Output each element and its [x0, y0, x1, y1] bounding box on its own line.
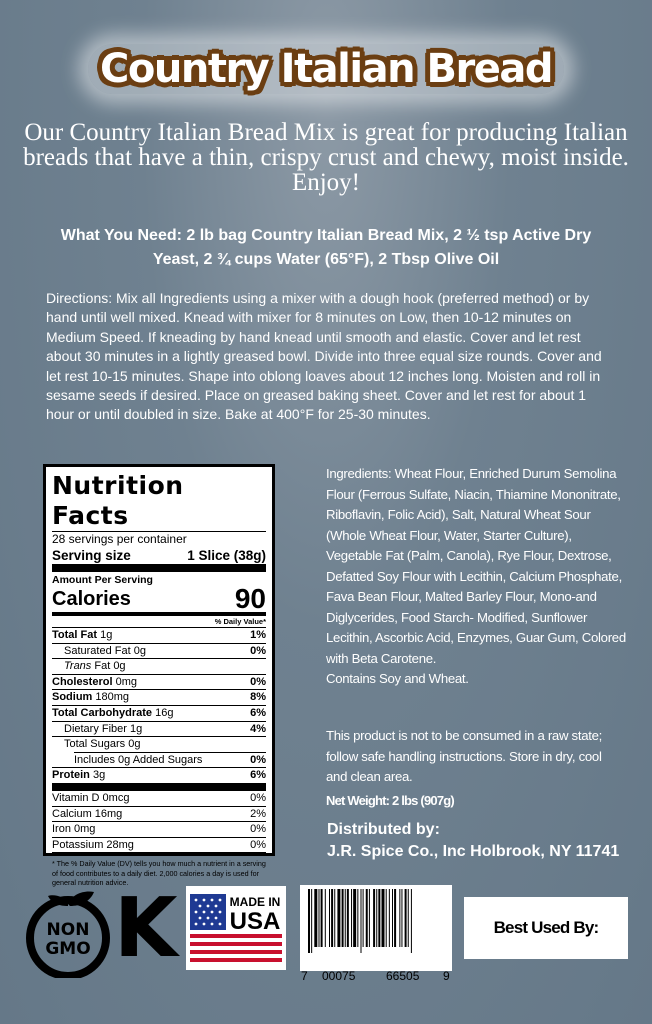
svg-text:GMO: GMO [45, 939, 91, 959]
svg-text:USA: USA [229, 908, 281, 935]
ingredients-block [326, 464, 626, 690]
barcode-bar [363, 889, 364, 947]
intro-text: Our Country Italian Bread Mix is great for producing Italian breads that have a thin, crispy crust and chewy, moist inside. Enjoy! [23, 119, 629, 196]
barcode-bar [411, 889, 412, 953]
trans-fat-row: Trans Fat 0g [64, 660, 126, 673]
upc-barcode [300, 885, 452, 983]
made-in-usa-badge [186, 886, 286, 970]
barcode-bar [394, 889, 396, 947]
barcode-bar [329, 889, 330, 947]
cholesterol-row: Cholesterol 0mg 0% [52, 675, 266, 688]
what-you-need: What You Need: 2 lb bag Country Italian Bread Mix, 2 ½ tsp Active Dry Yeast, 2 ¾ cups Water (65°F), 2 Tbsp Olive Oil [60, 227, 592, 268]
product-title: Country Italian Bread [88, 44, 564, 94]
iron-row: Iron 0mg 0% [52, 823, 266, 836]
calories-row [52, 583, 266, 614]
barcode-group-2: 66505 [386, 969, 420, 983]
barcode-bar [321, 889, 323, 947]
barcode-bar [401, 889, 402, 947]
potassium-row: Potassium 28mg 0% [52, 838, 266, 851]
barcode-bar [382, 889, 385, 947]
barcode-bar [319, 889, 320, 947]
usa-flag-icon [186, 886, 286, 970]
barcode-bar [345, 889, 346, 947]
sodium-row: Sodium 180mg 8% [52, 691, 266, 704]
added-sugars-row: Includes 0g Added Sugars 0% [74, 753, 266, 766]
barcode-bar [386, 889, 387, 947]
barcode-bar [325, 889, 326, 947]
serving-size-row [52, 547, 266, 564]
barcode-bar [311, 889, 312, 953]
barcode-right-digit: 9 [443, 969, 450, 983]
barcode-bar [337, 889, 340, 947]
barcode-bar [353, 889, 356, 947]
ingredients-text: Ingredients: Wheat Flour, Enriched Durum Semolina Flour (Ferrous Sulfate, Niacin, Thiamine Mononitrate, Riboflavin, Folic Acid), Salt, Natural Wheat Sour (Whole Wheat Flour, Water, Starter Culture), Vegetable Fat (Palm, Canola), Rye Flour, Dextrose, Defatted Soy Flour with Lecithin, Calcium Phosphate, Fava Bean Flour, Malted Barley Flour, Mono-and Diglycerides, Food Starch- Modified, Sunflower Lecithin, Ascorbic Acid, Enzymes, Guar Gum, Colored with Beta Carotene. [326, 466, 626, 666]
barcode-bar [334, 889, 335, 947]
kosher-symbol: K [114, 881, 178, 976]
barcode-bar [405, 889, 407, 947]
barcode-bar [308, 889, 310, 953]
barcode-bar [389, 889, 390, 947]
barcode-bar [408, 889, 409, 947]
calories-label: Calories [52, 588, 131, 610]
calcium-row: Calcium 16mg 2% [52, 807, 266, 820]
barcode-left-digit: 7 [301, 969, 308, 983]
amount-per-serving: Amount Per Serving [52, 574, 153, 586]
protein-row: Protein 3g 6% [52, 769, 266, 782]
barcode-bar [378, 889, 380, 947]
barcode-bar [357, 889, 358, 947]
barcode-bar [331, 889, 333, 947]
nutrition-facts-panel [43, 464, 275, 888]
barcode-bar [369, 889, 370, 947]
divider-thick [52, 564, 266, 572]
barcode-group-1: 00075 [322, 969, 356, 983]
title-wrap [0, 44, 652, 94]
serving-size-value: 1 Slice (38g) [187, 548, 266, 563]
barcode-bar [351, 889, 352, 947]
barcode-bar [361, 889, 362, 953]
distributor-name: J.R. Spice Co., Inc Holbrook, NY 11741 [327, 843, 620, 860]
barcode-bar [314, 889, 317, 947]
best-used-by-box [464, 897, 628, 959]
servings-per-container: 28 servings per container [52, 532, 187, 546]
best-used-by-label: Best Used By: [493, 918, 599, 937]
barcode-bar [399, 889, 400, 947]
barcode-bar [347, 889, 349, 947]
non-gmo-logo [24, 890, 112, 978]
total-fat-row: Total Fat 1g 1% [52, 629, 266, 641]
calories-value: 90 [234, 583, 266, 614]
barcode-bar [376, 889, 377, 947]
nutrition-footnote: * The % Daily Value (DV) tells you how much a nutrient in a serving of food contributes to a daily diet. 2,000 calories a day is used for general nutrition advice. [52, 859, 266, 888]
barcode-bar [342, 889, 344, 947]
serving-size-label: Serving size [52, 548, 131, 563]
svg-text:NON: NON [46, 920, 90, 940]
svg-text:MADE IN: MADE IN [229, 895, 281, 909]
directions: Directions: Mix all Ingredients using a mixer with a dough hook (preferred method) or by hand until well mixed. Knead with mixer for 8 minutes on Low, then 10-12 minutes on Medium Speed. If kneading by hand knead until smooth and elastic. Cover and let rest about 30 minutes in a lightly greased bowl. Divide into three equal size rounds. Cover and let rest 10-15 minutes. Shape into oblong loaves about 12 inches long. Moisten and roll in sesame seeds if desired. Place on greased baking sheet. Cover and let rest for about 1 hour or until doubled in size. Bake at 400°F for 25-30 minutes. [46, 290, 602, 423]
allergen-statement: Contains Soy and Wheat. [326, 671, 469, 686]
saturated-fat-row: Saturated Fat 0g 0% [64, 644, 266, 657]
total-carbohydrate-row: Total Carbohydrate 16g 6% [52, 706, 266, 719]
distributed-by-label: Distributed by: [327, 821, 440, 838]
dietary-fiber-row: Dietary Fiber 1g 4% [64, 722, 266, 735]
vitamin-d-row: Vitamin D 0mcg 0% [52, 791, 266, 804]
total-sugars-row: Total Sugars 0g [64, 738, 141, 751]
barcode-bars [300, 885, 452, 955]
safe-handling-warning: This product is not to be consumed in a raw state; follow safe handling instructions. Store in dry, cool and clean area. [326, 728, 603, 784]
barcode-bar [366, 889, 368, 947]
non-gmo-icon [24, 890, 112, 978]
barcode-bar [373, 889, 375, 947]
daily-value-header: % Daily Value* [214, 617, 266, 626]
net-weight: Net Weight: 2 lbs (907g) [326, 793, 454, 808]
nutrition-facts-title: Nutrition Facts [52, 471, 184, 530]
barcode-bar [392, 889, 393, 947]
